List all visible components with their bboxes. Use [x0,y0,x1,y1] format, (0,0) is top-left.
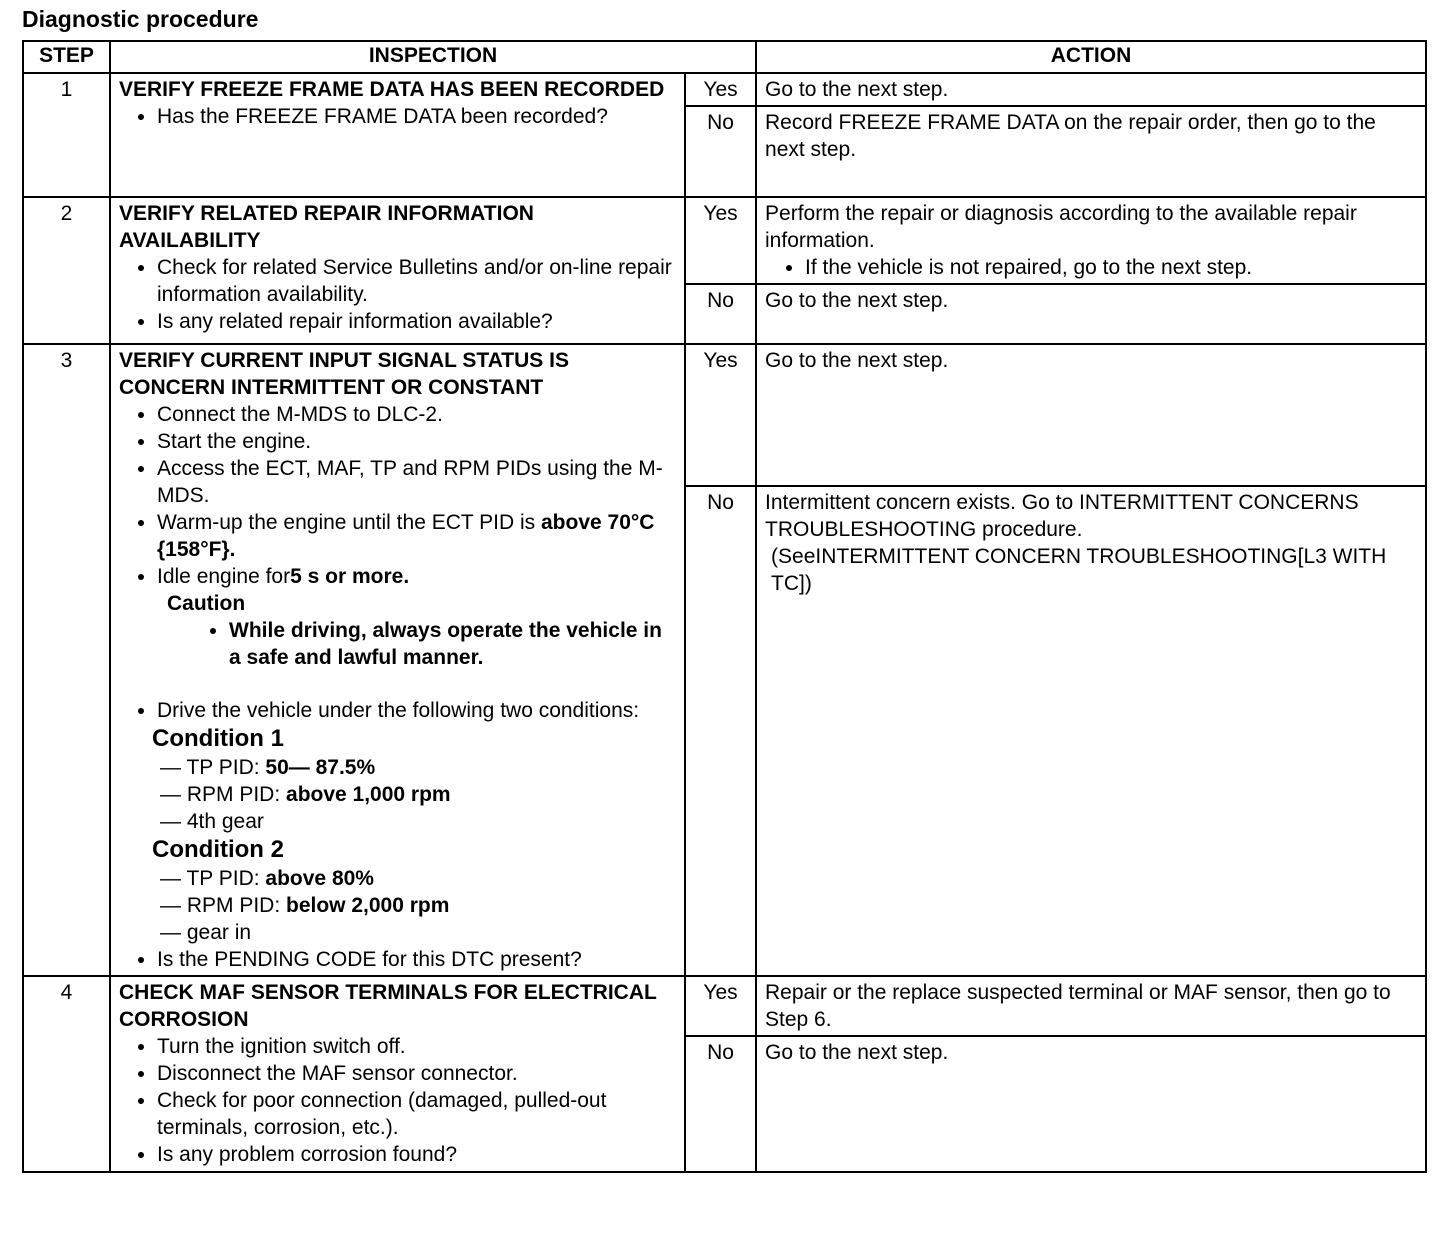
no-action [756,486,1426,976]
caution-text: • While driving, always operate the vehicle in a safe and lawful manner. [229,617,676,671]
condition-text: — RPM PID: [160,783,287,806]
yes-label: Yes [685,197,756,284]
condition-1-label: Condition 1 [152,725,284,752]
yes-action: Repair or the replace suspected terminal or MAF sensor, then go to Step 6. [756,976,1426,1036]
condition-text: — RPM PID: [160,894,287,917]
step-heading: CHECK MAF SENSOR TERMINALS FOR ELECTRICAL CORROSION [119,981,657,1031]
step-heading: VERIFY FREEZE FRAME DATA HAS BEEN RECORDED [119,78,665,101]
condition-value: below 2,000 rpm [286,894,450,917]
inspection-bullet: • Is any related repair information available? [157,308,676,335]
page-title: Diagnostic procedure [22,6,259,32]
no-action-reference: (SeeINTERMITTENT CONCERN TROUBLESHOOTING[L3 WITH TC]) [771,544,1387,595]
step-number: 2 [23,197,110,344]
step-number: 3 [23,344,110,976]
inspection-bullet: • Connect the M-MDS to DLC-2. [157,401,676,428]
step-4-yes-row [23,976,1426,1036]
inspection-bullet [157,563,676,590]
inspection-bullet: • Start the engine. [157,428,676,455]
inspection-bullet: • Disconnect the MAF sensor connector. [157,1060,676,1087]
condition-line: — gear in [160,921,252,944]
no-label: No [685,284,756,344]
no-action-text: Intermittent concern exists. Go to INTERMITTENT CONCERNS TROUBLESHOOTING procedure. [765,490,1359,541]
no-action: Go to the next step. [756,284,1426,344]
condition-text: — TP PID: [160,867,266,890]
condition-line [119,865,676,892]
inspection-bullet [157,509,676,563]
condition-line: — 4th gear [160,810,264,833]
inspection-bullet: • Check for related Service Bulletins and/or on-line repair information availability. [157,254,676,308]
inspection-bullet: • Drive the vehicle under the following two conditions: [157,697,676,724]
no-action: Record FREEZE FRAME DATA on the repair order, then go to the next step. [756,106,1426,197]
no-label: No [685,106,756,197]
diagnostic-procedure-table [22,40,1427,1173]
condition-line [119,892,676,919]
step-number: 1 [23,73,110,197]
yes-action: Go to the next step. [756,344,1426,486]
yes-label: Yes [685,976,756,1036]
inspection-bullet: • Access the ECT, MAF, TP and RPM PIDs using the M-MDS. [157,455,676,509]
yes-action-bullet: • If the vehicle is not repaired, go to the next step. [805,254,1417,281]
no-action: Go to the next step. [756,1036,1426,1172]
bullet-bold: above 70°C {158°F}. [157,511,655,561]
condition-value: 50— 87.5% [265,756,376,779]
step-3-inspection [110,344,685,976]
step-2-yes-row [23,197,1426,284]
inspection-bullet: • Is any problem corrosion found? [157,1141,676,1168]
condition-value: above 1,000 rpm [286,783,451,806]
inspection-bullet: • Check for poor connection (damaged, pulled-out terminals, corrosion, etc.). [157,1087,676,1141]
step-4-inspection [110,976,685,1172]
inspection-bullet: • Has the FREEZE FRAME DATA been recorded? [157,103,676,130]
bullet-bold: 5 s or more. [290,565,410,588]
step-2-inspection [110,197,685,344]
caution-label: Caution [167,592,246,615]
step-3-yes-row [23,344,1426,486]
step-heading: VERIFY RELATED REPAIR INFORMATION AVAILABILITY [119,202,534,252]
inspection-bullet: • Is the PENDING CODE for this DTC present? [157,946,676,973]
inspection-bullet: • Turn the ignition switch off. [157,1033,676,1060]
no-label: No [685,486,756,976]
step-1-inspection [110,73,685,197]
bullet-text: Idle engine for [157,565,291,588]
yes-label: Yes [685,73,756,106]
yes-label: Yes [685,344,756,486]
inspection-header: INSPECTION [110,41,756,73]
step-1-yes-row [23,73,1426,106]
condition-2-label: Condition 2 [152,836,284,863]
no-label: No [685,1036,756,1172]
action-header: ACTION [756,41,1426,73]
yes-action-text: Perform the repair or diagnosis according to the available repair information. [765,202,1357,252]
bullet-text: Warm-up the engine until the ECT PID is [157,511,541,534]
condition-text: — TP PID: [160,756,266,779]
step-header: STEP [23,41,110,73]
condition-line [119,781,676,808]
yes-action: Go to the next step. [756,73,1426,106]
step-number: 4 [23,976,110,1172]
step-heading: VERIFY CURRENT INPUT SIGNAL STATUS IS CONCERN INTERMITTENT OR CONSTANT [119,349,569,399]
yes-action [756,197,1426,284]
condition-value: above 80% [265,867,374,890]
condition-line [119,754,676,781]
header-row [23,41,1426,73]
